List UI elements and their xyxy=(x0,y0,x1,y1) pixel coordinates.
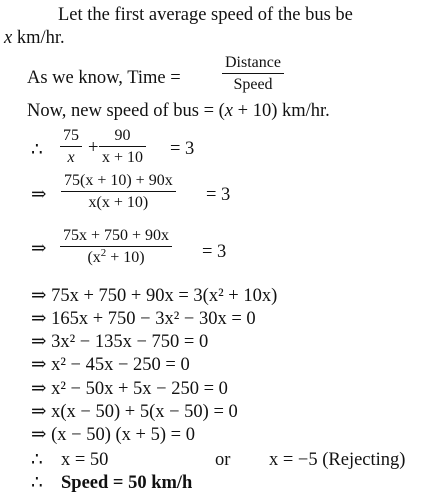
step-line: ⇒ 75x + 750 + 90x = 3(x² + 10x) xyxy=(31,286,278,306)
root-x-equals-50: x = 50 xyxy=(61,450,109,470)
new-speed-statement: Now, new speed of bus = (x + 10) km/hr. xyxy=(27,101,330,121)
therefore-symbol: ∴ xyxy=(31,473,43,493)
equation-2-fraction: $\frac{75(x + 10) + 90x}{x(x + 10)}$ xyxy=(61,173,176,211)
or-word: or xyxy=(215,450,231,470)
step-line: ⇒ x(x − 50) + 5(x − 50) = 0 xyxy=(31,402,238,422)
fraction-denominator: Speed xyxy=(233,76,273,93)
final-answer: Speed = 50 km/h xyxy=(61,473,193,493)
fraction-90-over-x-plus-10: $\frac{90}{x + 10}$ xyxy=(99,128,146,166)
therefore-symbol: ∴ xyxy=(31,140,43,160)
implies-symbol: ⇒ xyxy=(31,185,47,205)
distance-over-speed-fraction xyxy=(222,55,284,93)
intro-line-2: x km/hr. xyxy=(4,28,65,48)
step-line: ⇒ 165x + 750 − 3x² − 30x = 0 xyxy=(31,309,256,329)
equation-3-fraction: $\frac{75x + 750 + 90x}{(x^2 + 10)}$ xyxy=(60,228,172,266)
implies-symbol: ⇒ xyxy=(31,239,47,259)
step-line: ⇒ x² − 50x + 5x − 250 = 0 xyxy=(31,379,228,399)
fraction-numerator: Distance xyxy=(222,55,284,74)
intro-line-1: Let the first average speed of the bus be xyxy=(58,5,353,25)
equation-1-rhs: = 3 xyxy=(170,139,195,159)
step-line: ⇒ 3x² − 135x − 750 = 0 xyxy=(31,332,209,352)
variable-x: x xyxy=(224,101,234,121)
fraction-75-over-x: $\frac{75}{x}$ xyxy=(60,128,82,166)
step-line: ⇒ (x − 50) (x + 5) = 0 xyxy=(31,425,195,445)
equation-3-rhs: = 3 xyxy=(202,242,227,262)
time-formula-label: As we know, Time = xyxy=(27,68,181,88)
equation-2-rhs: = 3 xyxy=(206,185,231,205)
plus-sign: + xyxy=(88,138,99,158)
therefore-symbol: ∴ xyxy=(31,450,43,470)
variable-x: x xyxy=(4,28,13,48)
root-x-equals-minus-5: x = −5 (Rejecting) xyxy=(269,450,406,470)
step-line: ⇒ x² − 45x − 250 = 0 xyxy=(31,355,190,375)
